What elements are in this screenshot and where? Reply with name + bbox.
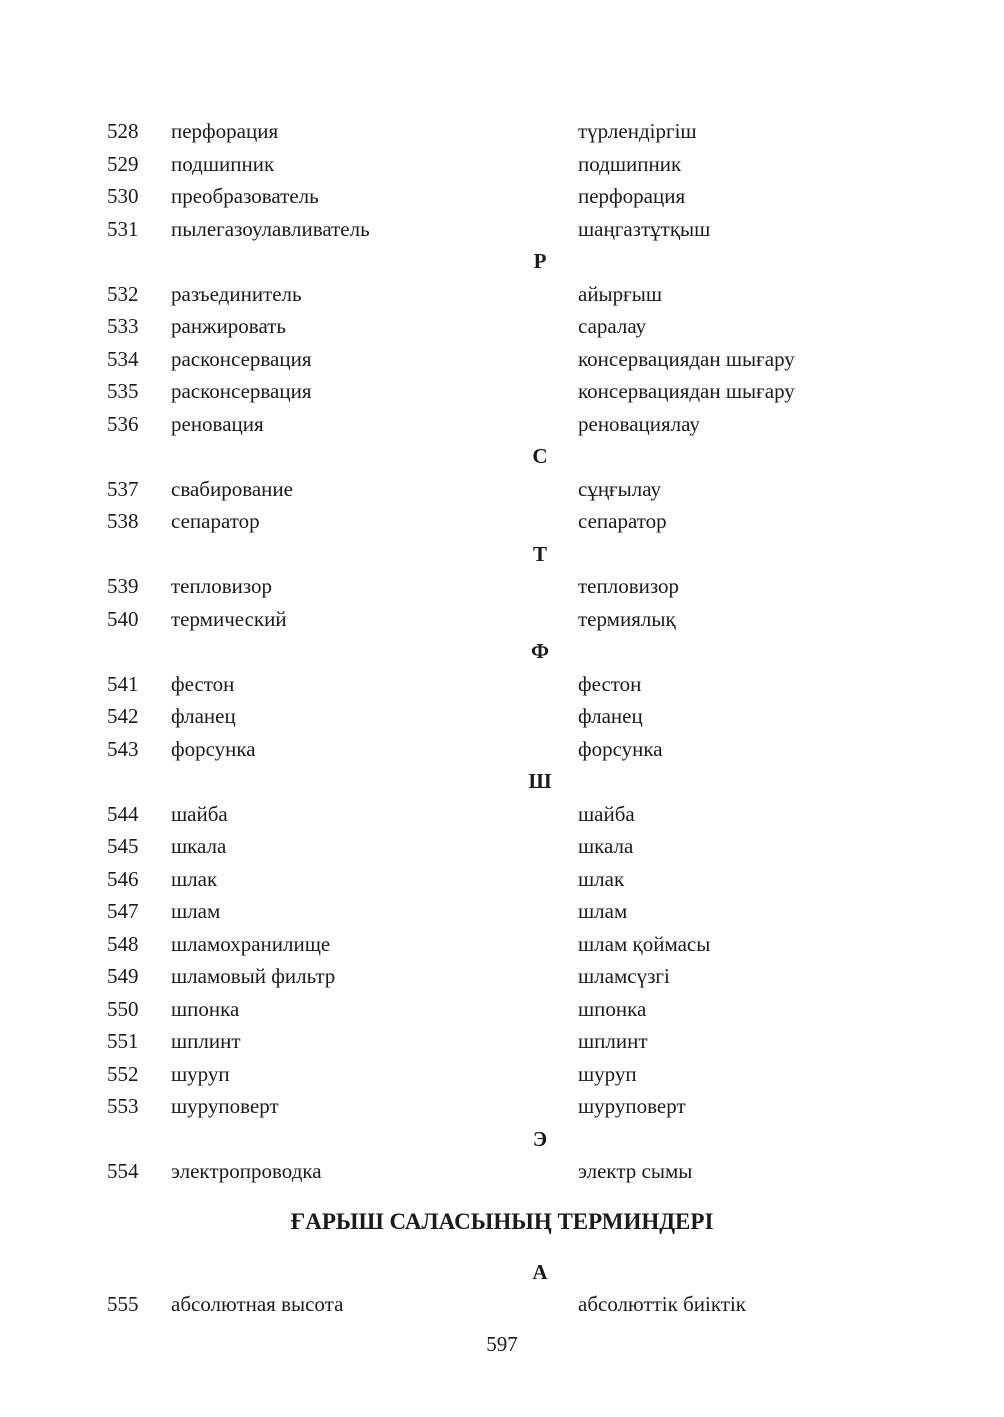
page-number: 597 [486, 1332, 518, 1356]
table-row [0, 603, 1004, 636]
entry-number: 534 [107, 346, 139, 371]
entry-number: 543 [107, 736, 139, 761]
entry-number: 551 [107, 1029, 139, 1053]
table-row [0, 213, 1004, 246]
table-row [0, 570, 1004, 603]
table-row [0, 733, 1004, 766]
table-row [0, 310, 1004, 343]
table-row [0, 993, 1004, 1026]
russian-term: шлам [171, 899, 221, 923]
entry-group-t [0, 570, 1004, 635]
entry-number: 555 [107, 1292, 139, 1316]
russian-term: свабирование [171, 476, 293, 501]
entry-number: 548 [107, 931, 139, 956]
entry-number: 552 [107, 1061, 139, 1086]
kazakh-term: консервациядан шығару [578, 346, 795, 371]
kazakh-term: шаңгазтұтқыш [578, 216, 711, 241]
letter-heading-e: Э [532, 1126, 548, 1151]
entry-number: 546 [107, 866, 139, 891]
russian-term: электропроводка [171, 1159, 322, 1183]
entry-group-e [0, 1155, 1004, 1188]
entry-group-f [0, 668, 1004, 766]
entry-number: 544 [107, 801, 139, 826]
russian-term: шплинт [171, 1029, 241, 1053]
entry-number: 545 [107, 834, 139, 858]
table-row [0, 1155, 1004, 1188]
kazakh-term: шуруповерт [578, 1094, 686, 1118]
kazakh-term: шлак [578, 866, 625, 891]
table-row [0, 960, 1004, 993]
table-row [0, 1288, 1004, 1321]
table-row [0, 375, 1004, 408]
letter-heading-sh: Ш [528, 769, 552, 793]
kazakh-term: шлам [578, 899, 628, 923]
russian-term: шпонка [171, 996, 240, 1021]
russian-term: преобразователь [171, 184, 319, 208]
kazakh-term: подшипник [578, 151, 682, 176]
entry-number: 535 [107, 379, 139, 403]
russian-term: реновация [171, 411, 264, 436]
russian-term: шкала [171, 834, 227, 858]
letter-heading-s: С [532, 444, 548, 468]
entry-number: 537 [107, 476, 139, 501]
table-row [0, 1090, 1004, 1123]
entry-number: 533 [107, 314, 139, 338]
russian-term: шламохранилище [171, 931, 331, 956]
letter-heading-r: Р [533, 249, 547, 273]
entry-number: 528 [107, 119, 139, 143]
kazakh-term: абсолюттік биіктік [578, 1292, 746, 1316]
russian-term: шайба [171, 801, 228, 826]
kazakh-term: айырғыш [578, 281, 663, 306]
table-row [0, 180, 1004, 213]
russian-term: шлак [171, 866, 218, 891]
entry-number: 542 [107, 704, 139, 728]
kazakh-term: фланец [578, 704, 643, 728]
russian-term: ранжировать [171, 314, 286, 338]
entry-number: 531 [107, 216, 139, 241]
russian-term: подшипник [171, 151, 275, 176]
russian-term: абсолютная высота [171, 1292, 344, 1316]
table-row [0, 278, 1004, 311]
table-row [0, 1025, 1004, 1058]
russian-term: разъединитель [171, 281, 302, 306]
entry-group-sh [0, 798, 1004, 1123]
letter-heading-f: Ф [530, 639, 550, 663]
russian-term: шуруп [171, 1061, 230, 1086]
russian-term: форсунка [171, 736, 256, 761]
entry-number: 539 [107, 574, 139, 598]
entry-group-p-continued [0, 115, 1004, 245]
kazakh-term: перфорация [578, 184, 686, 208]
kazakh-term: саралау [578, 314, 647, 338]
entry-number: 554 [107, 1159, 139, 1183]
entry-group-s [0, 473, 1004, 538]
russian-term: термический [171, 606, 287, 631]
entry-number: 541 [107, 671, 139, 696]
letter-heading-t: Т [532, 541, 548, 566]
russian-term: расконсервация [171, 379, 312, 403]
section-title: ҒАРЫШ САЛАСЫНЫҢ ТЕРМИНДЕРІ [290, 1208, 714, 1234]
kazakh-term: тепловизор [578, 574, 680, 598]
entry-number: 549 [107, 964, 139, 988]
kazakh-term: шкала [578, 834, 634, 858]
kazakh-term: консервациядан шығару [578, 379, 795, 403]
table-row [0, 668, 1004, 701]
russian-term: перфорация [171, 119, 279, 143]
kazakh-term: термиялық [578, 606, 676, 631]
entry-group-r [0, 278, 1004, 441]
entry-group-a [0, 1288, 1004, 1321]
kazakh-term: шуруп [578, 1061, 637, 1086]
entry-number: 538 [107, 509, 139, 533]
kazakh-term: сепаратор [578, 509, 667, 533]
table-row [0, 505, 1004, 538]
entry-number: 553 [107, 1094, 139, 1118]
kazakh-term: шайба [578, 801, 635, 826]
kazakh-term: түрлендіргіш [578, 119, 697, 143]
kazakh-term: шпонка [578, 996, 647, 1021]
kazakh-term: электр сымы [578, 1159, 693, 1183]
russian-term: расконсервация [171, 346, 312, 371]
russian-term: шламовый фильтр [171, 964, 336, 988]
russian-term: сепаратор [171, 509, 260, 533]
table-row [0, 700, 1004, 733]
russian-term: шуруповерт [171, 1094, 279, 1118]
kazakh-term: фестон [578, 671, 642, 696]
russian-term: пылегазоулавливатель [171, 216, 370, 241]
kazakh-term: реновациялау [578, 411, 700, 436]
entry-number: 540 [107, 606, 139, 631]
kazakh-term: шлам қоймасы [578, 931, 711, 956]
entry-number: 530 [107, 184, 139, 208]
table-row [0, 928, 1004, 961]
entry-number: 550 [107, 996, 139, 1021]
entry-number: 547 [107, 899, 139, 923]
table-row [0, 473, 1004, 506]
table-row [0, 148, 1004, 181]
table-row [0, 408, 1004, 441]
table-row [0, 830, 1004, 863]
entry-number: 532 [107, 281, 139, 306]
letter-heading-a: А [532, 1259, 548, 1284]
russian-term: тепловизор [171, 574, 273, 598]
kazakh-term: форсунка [578, 736, 663, 761]
russian-term: фестон [171, 671, 235, 696]
entry-number: 529 [107, 151, 139, 176]
table-row [0, 895, 1004, 928]
kazakh-term: сұңғылау [578, 476, 662, 501]
table-row [0, 1058, 1004, 1091]
table-row [0, 863, 1004, 896]
dictionary-content [0, 115, 1004, 1321]
russian-term: фланец [171, 704, 236, 728]
table-row [0, 115, 1004, 148]
table-row [0, 798, 1004, 831]
entry-number: 536 [107, 411, 139, 436]
kazakh-term: шплинт [578, 1029, 648, 1053]
table-row [0, 343, 1004, 376]
kazakh-term: шламсүзгі [578, 964, 670, 988]
